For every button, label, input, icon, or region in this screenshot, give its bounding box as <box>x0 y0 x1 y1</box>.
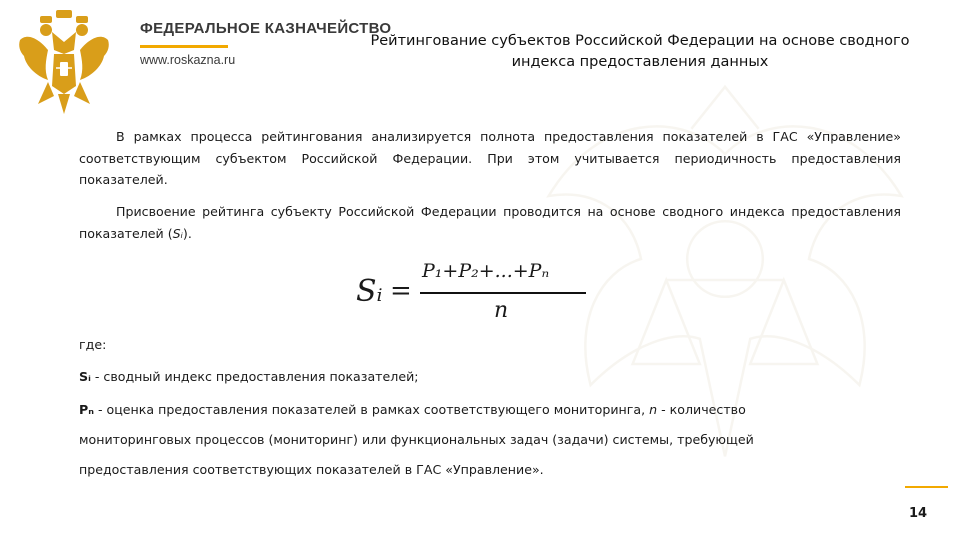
website-link[interactable]: www.roskazna.ru <box>140 53 236 67</box>
definition-line-2: мониторинговых процессов (мониторинг) или функциональных задач (задачи) системы, требующей <box>79 432 754 447</box>
formula-denominator: n <box>494 298 509 323</box>
index-formula <box>352 262 602 330</box>
formula-lhs: Sᵢ <box>356 274 383 309</box>
slide-title: Рейтингование субъектов Российской Федерации на основе сводного индекса предоставления данных <box>370 33 910 70</box>
where-label: где: <box>79 337 107 352</box>
definition-line-3: предоставления соответствующих показателей в ГАС «Управление». <box>79 462 544 477</box>
organization-name: ФЕДЕРАЛЬНОЕ КАЗНАЧЕЙСТВО <box>140 20 392 37</box>
page-number: 14 <box>908 506 928 521</box>
definition-s: Sᵢ - сводный индекс предоставления показателей; <box>79 369 419 384</box>
formula-numerator: P₁+P₂+...+Pₙ <box>422 260 550 282</box>
gold-divider <box>140 45 228 48</box>
formula-equals: = <box>390 276 412 306</box>
footer-gold-line <box>905 486 948 488</box>
definition-p: Pₙ - оценка предоставления показателей в рамках соответствующего мониторинга, n - количество <box>79 402 746 417</box>
fraction-bar <box>420 292 586 294</box>
double-headed-eagle-emblem-icon <box>18 10 110 120</box>
paragraph-1: В рамках процесса рейтингования анализируется полнота предоставления показателей в ГАС «Управление» соответствующим субъектом Российской Федерации. При этом учитывается периодичность предоставления показателей. <box>79 129 901 187</box>
paragraph-2: Присвоение рейтинга субъекту Российской Федерации проводится на основе сводного индекса предоставления показателей (Sᵢ). <box>79 204 901 241</box>
